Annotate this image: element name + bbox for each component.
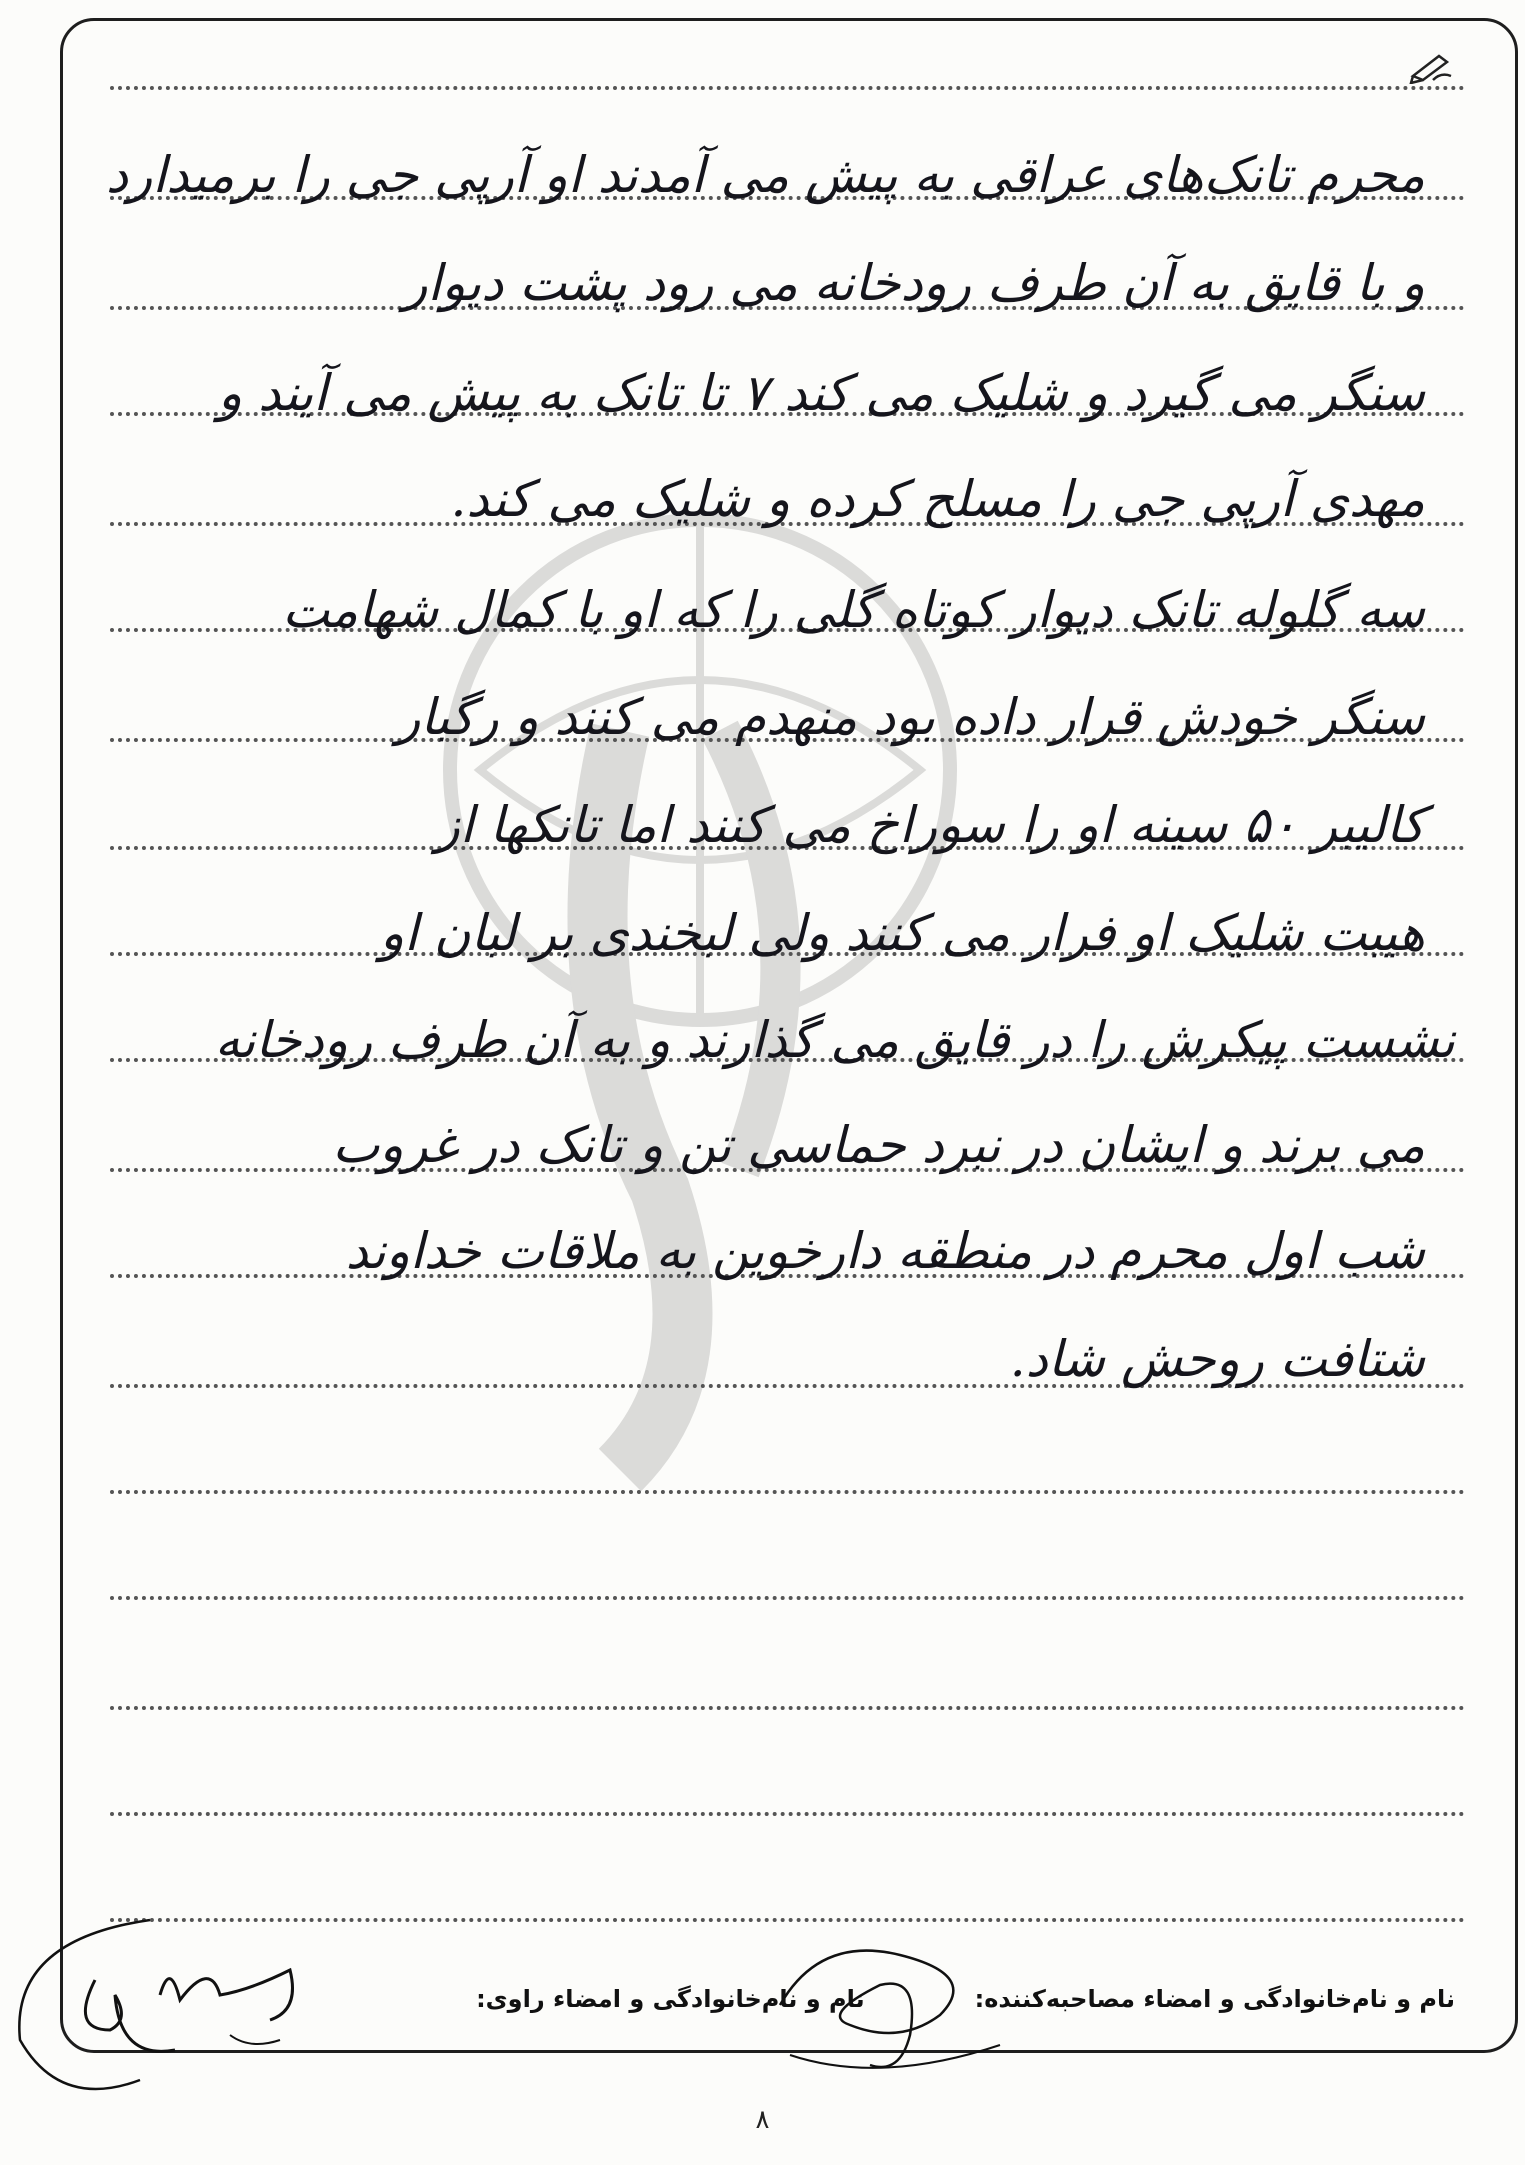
interviewer-label: نام و نام‌خانوادگی و امضاء مصاحبه‌کننده: [974,1985,1455,2013]
dotted-rule [110,1918,1465,1922]
dotted-rule [110,86,1465,90]
page-number: ۸ [755,2105,770,2135]
handwritten-line: و با قایق به آن طرف رودخانه می رود پشت دیوار [403,254,1425,312]
dotted-rule [110,1706,1465,1710]
handwritten-line: سنگر خودش قرار داده بود منهدم می کنند و رگبار [396,688,1425,746]
handwritten-line: شتافت روحش شاد. [1009,1330,1425,1388]
handwritten-line: شب اول محرم در منطقه دارخوین به ملاقات خداوند [345,1222,1425,1280]
pen-icon [1409,50,1455,84]
narrator-signature [0,1900,310,2100]
dotted-rule [110,1596,1465,1600]
dotted-rule [110,1490,1465,1494]
handwritten-line: محرم تانک‌های عراقی به پیش می آمدند او آرپی جی را برمیدارد [105,146,1425,204]
handwritten-line: سه گلوله تانک دیوار کوتاه گلی را که او با کمال شهامت [282,581,1425,639]
handwritten-line: کالیبر ۵۰ سینه او را سوراخ می کنند اما تانکها از [435,796,1425,854]
handwritten-line: هیبت شلیک او فرار می کنند ولی لبخندی بر لبان او [379,904,1425,962]
dotted-rule [110,1812,1465,1816]
handwritten-line: سنگر می گیرد و شلیک می کند ۷ تا تانک به پیش می آیند و [218,364,1425,422]
narrator-label: نام و نام‌خانوادگی و امضاء راوی: [476,1985,865,2013]
handwritten-line: می برند و ایشان در نبرد حماسی تن و تانک در غروب [332,1116,1425,1174]
handwritten-line: مهدی آرپی جی را مسلح کرده و شلیک می کند. [450,470,1425,528]
interviewer-signature [760,1925,1020,2085]
handwritten-line: نشست پیکرش را در قایق می گذارند و به آن طرف رودخانه [214,1011,1455,1069]
